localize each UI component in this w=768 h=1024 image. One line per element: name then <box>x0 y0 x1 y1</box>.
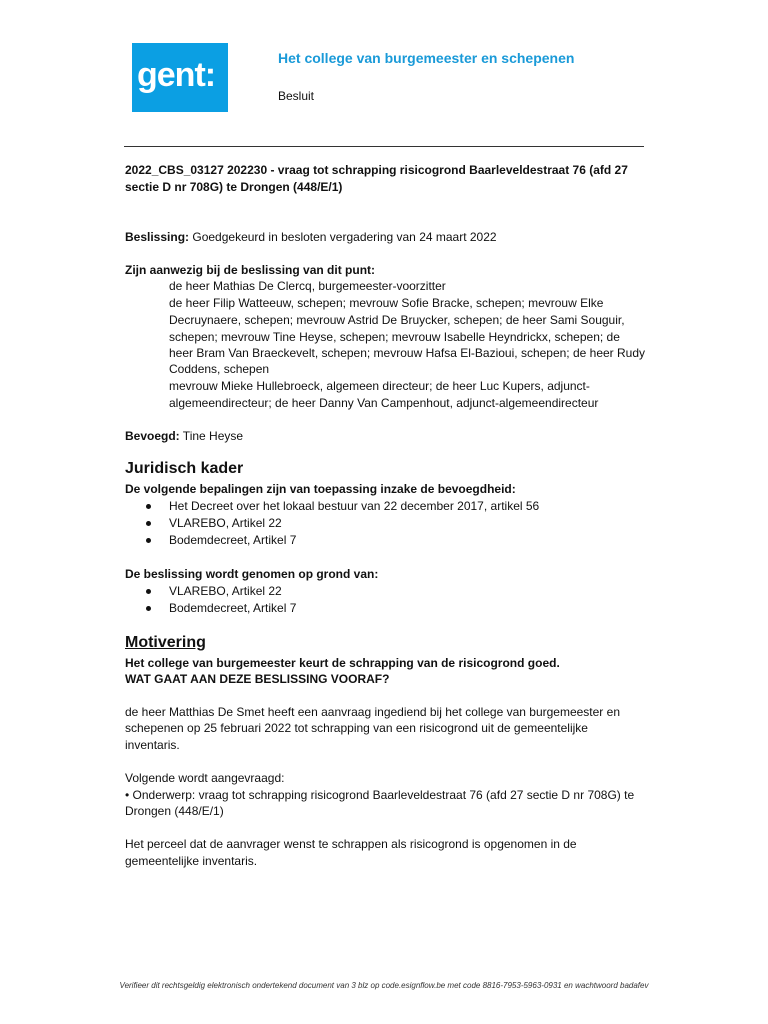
basis-intro: De beslissing wordt genomen op grond van: <box>125 567 379 581</box>
present-line: schepen; mevrouw Tine Heyse, schepen; mevrouw Isabelle Heyndrickx, schepen; de <box>169 330 620 344</box>
para-line: • Onderwerp: vraag tot schrapping risicogrond Baarleveldestraat 76 (afd 27 sectie D nr 708G) te <box>125 788 635 802</box>
list-item: Het Decreet over het lokaal bestuur van 22 december 2017, artikel 56 <box>125 498 539 515</box>
motivation-line-1: Het college van burgemeester keurt de schrapping van de risicogrond goed. <box>125 656 560 670</box>
decision-label: Beslissing: <box>125 230 190 244</box>
para-line: schepenen op 25 februari 2022 tot schrapping van een risicogrond uit de gemeentelijke <box>125 721 588 735</box>
subject-line-1: 2022_CBS_03127 202230 - vraag tot schrapping risicogrond Baarleveldestraat 76 (afd 27 <box>125 163 628 177</box>
bullet-icon <box>146 521 151 526</box>
decision-row <box>125 229 497 246</box>
para-line: Volgende wordt aangevraagd: <box>125 771 285 785</box>
para-line: de heer Matthias De Smet heeft een aanvraag ingediend bij het college van burgemeester en <box>125 705 620 719</box>
para-line: Drongen (448/E/1) <box>125 804 224 818</box>
logo-text: gent: <box>137 56 216 94</box>
header-subtitle: Besluit <box>278 89 315 103</box>
list-item: VLAREBO, Artikel 22 <box>125 515 539 532</box>
competent-label: Bevoegd: <box>125 429 180 443</box>
list-item: Bodemdecreet, Artikel 7 <box>125 532 539 549</box>
header-divider <box>124 146 644 147</box>
decision-value: Goedgekeurd in besloten vergadering van 24 maart 2022 <box>189 230 497 244</box>
para-line: inventaris. <box>125 738 180 752</box>
bullet-icon <box>146 504 151 509</box>
legal-title: Juridisch kader <box>125 460 244 477</box>
para-line: gemeentelijke inventaris. <box>125 854 258 868</box>
para-line: Het perceel dat de aanvrager wenst te schrappen als risicogrond is opgenomen in de <box>125 837 577 851</box>
bullet-icon <box>146 589 151 594</box>
present-line: heer Bram Van Braeckevelt, schepen; mevrouw Hafsa El-Bazioui, schepen; de heer Rudy <box>169 346 646 360</box>
present-line: de heer Mathias De Clercq, burgemeester-voorzitter <box>169 279 446 293</box>
competent-value: Tine Heyse <box>179 429 244 443</box>
present-line: algemeendirecteur; de heer Danny Van Campenhout, adjunct-algemeendirecteur <box>169 396 599 410</box>
competent-row <box>125 428 243 445</box>
present-line: Decruynaere, schepen; mevrouw Astrid De Bruycker, schepen; de heer Sami Souguir, <box>169 313 625 327</box>
list-item: VLAREBO, Artikel 22 <box>125 583 296 600</box>
present-heading: Zijn aanwezig bij de beslissing van dit punt: <box>125 263 376 277</box>
bullet-icon <box>146 538 151 543</box>
verification-footer: Verifieer dit rechtsgeldig elektronisch ondertekend document van 3 blz op code.esignflow.be met code 8816-7953-5963-0931 en wachtwoord badafev <box>119 981 649 990</box>
list-item: Bodemdecreet, Artikel 7 <box>125 600 296 617</box>
present-line: mevrouw Mieke Hullebroeck, algemeen directeur; de heer Luc Kupers, adjunct- <box>169 379 590 393</box>
motivation-line-2: WAT GAAT AAN DEZE BESLISSING VOORAF? <box>125 672 390 686</box>
bullet-icon <box>146 606 151 611</box>
basis-list <box>125 583 296 617</box>
motivation-title: Motivering <box>125 634 206 651</box>
subject-line-2: sectie D nr 708G) te Drongen (448/E/1) <box>125 180 343 194</box>
gent-logo <box>132 43 228 112</box>
present-line: de heer Filip Watteeuw, schepen; mevrouw Sofie Bracke, schepen; mevrouw Elke <box>169 296 604 310</box>
legal-list <box>125 498 539 549</box>
present-line: Coddens, schepen <box>169 362 270 376</box>
legal-intro: De volgende bepalingen zijn van toepassing inzake de bevoegdheid: <box>125 482 516 496</box>
header-title: Het college van burgemeester en schepenen <box>278 50 575 66</box>
